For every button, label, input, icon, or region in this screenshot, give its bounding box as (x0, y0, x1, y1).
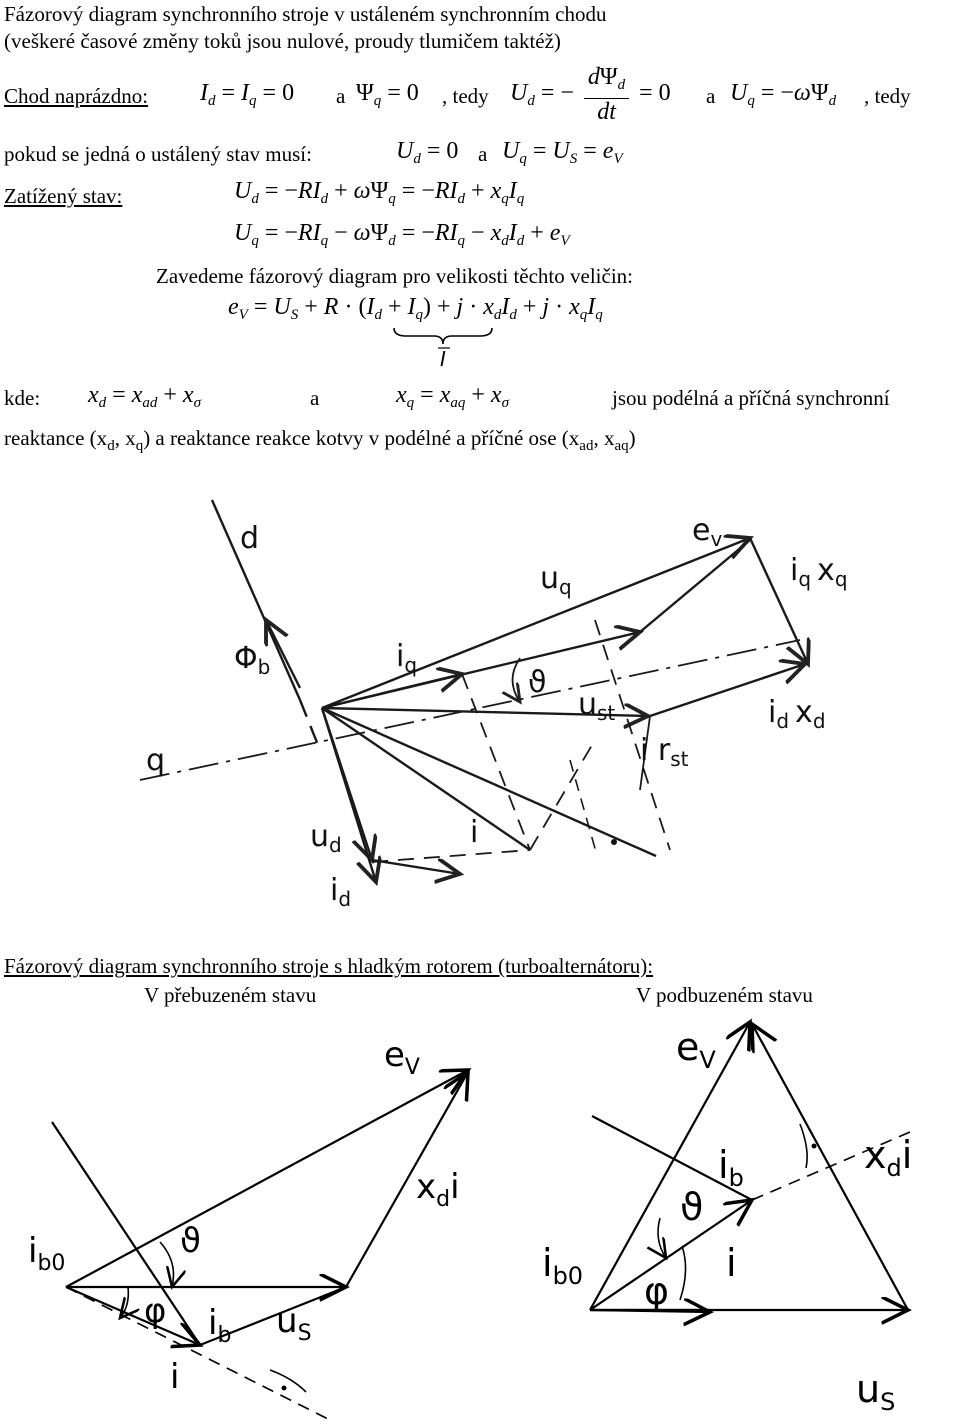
phasor-equation: $e_V = U_S + R \cdot (I_d + I_q) + j \cdot x_dI_d + j \cdot x_qI_q$ (228, 294, 603, 323)
loaded-label: Zatížený stav: (4, 184, 123, 208)
svg-text:I: I (440, 347, 446, 371)
label-id: $i_d$ (330, 873, 352, 911)
reactance-description-2: reaktance ($x_d$, $x_q$) a reaktance reakce kotvy v podélné a příčné ose ($x_{ad}$, $x_{aq}$) (4, 426, 636, 454)
id-arrow-low (372, 860, 460, 874)
right-label-us: $u_S$ (856, 1367, 896, 1416)
steady-state-equation-2: $U_q = U_S = e_V$ (502, 138, 623, 167)
right-label-ib0: $i_{b0}$ (542, 1241, 584, 1290)
no-load-word-a2: a (706, 84, 716, 108)
right-label-xdi: $x_di$ (864, 1133, 913, 1182)
salient-pole-phasor-sketch (0, 470, 960, 940)
right-angle-dot (611, 839, 617, 845)
left-caption: V přebuzeném stavu (144, 983, 317, 1007)
reactance-d-equation: $x_d = x_{ad} + x_\sigma$ (88, 382, 201, 411)
loaded-equation-d: $U_d = -RI_d + \omega\Psi_q = -RI_d + x_qI_q$ (234, 178, 525, 207)
label-phi-b: $\Phi_b$ (234, 641, 271, 679)
overexcited-diagram (52, 1070, 468, 1420)
turbo-title: Fázorový diagram synchronního stroje s hladkým rotorem (turboalternátoru): (4, 954, 654, 978)
reactance-q-equation: $x_q = x_{aq} + x_\sigma$ (396, 382, 509, 411)
left-label-phi: φ (144, 1291, 167, 1331)
label-d: d (240, 521, 260, 556)
label-ev: $e_v$ (692, 513, 723, 551)
kde-label: kde: (4, 386, 41, 410)
right-caption: V podbuzeném stavu (636, 983, 813, 1007)
right-label-theta: ϑ (680, 1185, 704, 1229)
label-iq: $i_q$ (396, 639, 418, 677)
no-load-word-tedy2: , tedy (864, 84, 911, 108)
label-ust: $u_{st}$ (578, 687, 616, 725)
right-label-i: i (726, 1241, 737, 1285)
label-theta: ϑ (528, 665, 547, 700)
steady-state-text: pokud se jedná o ustálený stav musí: (4, 142, 312, 166)
left-label-theta: ϑ (180, 1221, 202, 1261)
left-label-us: $u_S$ (276, 1301, 312, 1346)
i-arrow (322, 708, 530, 850)
right-label-ev: $e_V$ (676, 1025, 716, 1074)
label-iq-xq: $i_q$ $x_q$ (790, 553, 848, 591)
label-ud: $u_d$ (310, 819, 342, 857)
left-label-ib: $i_b$ (208, 1303, 232, 1348)
right-label-ib: $i_b$ (718, 1143, 744, 1192)
label-id-xd: $i_d$ $x_d$ (768, 695, 826, 733)
no-load-equation-4: $U_q = -\omega\Psi_d$ (730, 80, 837, 109)
turbo-phasor-diagrams (0, 1000, 960, 1428)
page-title-line2: (veškeré časové změny toků jsou nulové, proudy tlumičem taktéž) (4, 29, 561, 53)
underbrace-total-current (388, 324, 498, 374)
loaded-intro: Zavedeme fázorový diagram pro velikosti těchto veličin: (156, 264, 633, 288)
phi-b-arrow (266, 620, 300, 688)
no-load-word-tedy: , tedy (442, 84, 489, 108)
steady-state-word-a: a (478, 142, 488, 166)
loaded-equation-q: $U_q = -RI_q - \omega\Psi_d = -RI_q - x_dI_d + e_V$ (234, 220, 570, 249)
left-label-xdi: $x_di$ (416, 1167, 460, 1212)
reactance-word-a: a (310, 386, 320, 410)
label-q: q (146, 743, 166, 778)
page-title-line1: Fázorový diagram synchronního stroje v ustáleném synchronním chodu (4, 2, 607, 26)
reactance-description-1: jsou podélná a příčná synchronní (612, 386, 890, 410)
left-label-ev: $e_V$ (384, 1035, 420, 1080)
no-load-equation-3: $U_d$ = − $\frac{d\Psi_d}{dt}$ = 0 (510, 64, 671, 125)
left-ib0-line (52, 1122, 200, 1345)
no-load-word-a: a (336, 84, 346, 108)
left-label-i: i (170, 1357, 180, 1397)
left-label-ib0: $i_{b0}$ (28, 1231, 66, 1276)
label-i: i (470, 815, 479, 850)
no-load-label: Chod naprázdno: (4, 84, 149, 108)
label-uq: $u_q$ (540, 561, 572, 599)
underexcited-diagram (590, 1022, 913, 1312)
label-i-rst: i $r_{st}$ (640, 733, 689, 771)
no-load-equation-1: $I_d = I_q = 0$ (200, 80, 295, 109)
no-load-equation-2: $\Psi_q = 0$ (356, 80, 419, 109)
right-label-phi: φ (644, 1269, 670, 1313)
steady-state-equation-1: $U_d = 0$ (396, 138, 459, 167)
